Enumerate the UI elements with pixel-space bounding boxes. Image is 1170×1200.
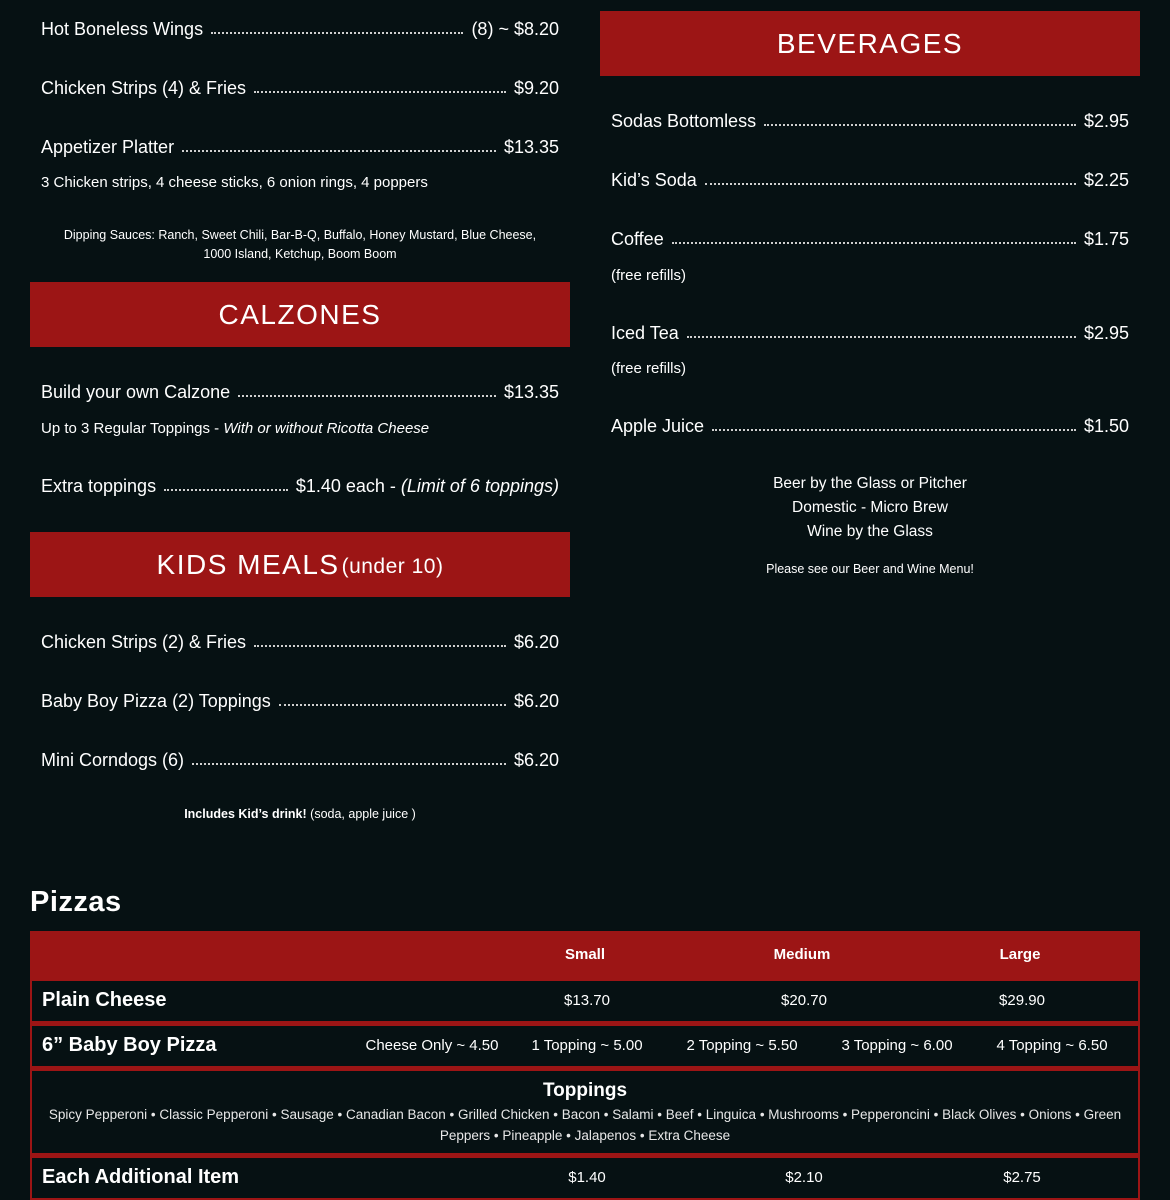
iced-tea-refill-note: (free refills)	[611, 360, 687, 377]
price-small: $13.70	[564, 992, 610, 1009]
item-name: Build your own Calzone	[41, 382, 231, 402]
item-price: $13.35	[503, 137, 559, 157]
section-title-sub: (under 10)	[341, 554, 444, 578]
see-beer-wine-menu: Please see our Beer and Wine Menu!	[766, 562, 974, 576]
kids-meals-banner	[30, 532, 570, 597]
row-label: 6” Baby Boy Pizza	[42, 1034, 217, 1056]
item-name: Chicken Strips (2) & Fries	[41, 632, 247, 652]
dot-leader	[192, 763, 506, 765]
beverages-banner	[600, 11, 1140, 76]
header-medium: Medium	[773, 946, 831, 963]
item-name: Baby Boy Pizza (2) Toppings	[41, 691, 271, 711]
dot-leader	[238, 395, 496, 397]
calzone-desc-italic: With or without Ricotta Cheese	[223, 420, 430, 437]
baby-boy-option: 1 Topping ~ 5.00	[531, 1037, 643, 1054]
dot-leader	[164, 489, 288, 491]
kids-note-rest: (soda, apple juice )	[306, 807, 416, 821]
menu-item-chicken-strips-4	[41, 77, 559, 99]
item-price: $9.20	[513, 78, 559, 98]
item-name: Sodas Bottomless	[611, 111, 757, 131]
calzones-banner	[30, 282, 570, 347]
dot-leader	[712, 429, 1076, 431]
menu-item-sodas	[611, 110, 1129, 132]
toppings-row	[30, 1068, 1140, 1155]
price-large: $29.90	[999, 992, 1045, 1009]
baby-boy-option: 4 Topping ~ 6.50	[996, 1037, 1108, 1054]
price-medium: $2.10	[785, 1169, 823, 1186]
section-title: CALZONES	[218, 298, 382, 330]
extra-price-plain: $1.40 each -	[295, 476, 401, 496]
pizzas-heading: Pizzas	[30, 886, 122, 918]
item-price	[296, 475, 559, 497]
item-name: Extra toppings	[41, 476, 157, 496]
table-header-row	[30, 931, 1140, 981]
section-title: BEVERAGES	[776, 27, 964, 59]
item-name: Iced Tea	[611, 323, 679, 343]
menu-item-hot-boneless-wings	[41, 18, 559, 40]
header-small: Small	[564, 946, 606, 963]
extra-price-italic: (Limit of 6 toppings)	[400, 476, 559, 496]
table-row-additional-item	[30, 1155, 1140, 1200]
menu-item-appetizer-platter	[41, 136, 559, 158]
row-label: Plain Cheese	[42, 989, 167, 1011]
beer-wine-block	[611, 472, 1129, 544]
item-name: Kid’s Soda	[611, 170, 697, 190]
menu-item-mini-corndogs	[41, 749, 559, 771]
price-small: $1.40	[568, 1169, 606, 1186]
item-price: $6.20	[513, 691, 559, 711]
dot-leader	[254, 645, 506, 647]
menu-item-baby-boy-pizza	[41, 690, 559, 712]
item-price: $1.75	[1083, 229, 1129, 249]
item-price: $2.95	[1083, 111, 1129, 131]
dot-leader	[182, 150, 496, 152]
header-large: Large	[999, 946, 1041, 963]
item-name: Appetizer Platter	[41, 137, 175, 157]
item-price: $2.95	[1083, 323, 1129, 343]
item-name: Chicken Strips (4) & Fries	[41, 78, 247, 98]
kids-drink-note	[41, 805, 559, 824]
calzone-desc-plain: Up to 3 Regular Toppings -	[41, 420, 224, 437]
beer-line: Domestic - Micro Brew	[792, 499, 948, 516]
menu-item-coffee	[611, 228, 1129, 250]
item-price: (8) ~ $8.20	[471, 19, 559, 39]
pizza-price-table	[30, 931, 1140, 1200]
menu-item-extra-toppings	[41, 475, 559, 497]
item-name: Coffee	[611, 229, 664, 249]
table-row-plain-cheese	[30, 981, 1140, 1023]
dot-leader	[254, 91, 506, 93]
price-medium: $20.70	[781, 992, 827, 1009]
beer-line: Wine by the Glass	[807, 523, 933, 540]
baby-boy-option: 2 Topping ~ 5.50	[686, 1037, 798, 1054]
dot-leader	[672, 242, 1076, 244]
coffee-refill-note: (free refills)	[611, 267, 687, 284]
menu-item-kids-chicken-strips	[41, 631, 559, 653]
item-name: Apple Juice	[611, 416, 705, 436]
menu-item-iced-tea	[611, 322, 1129, 344]
calzone-description	[41, 419, 559, 439]
dot-leader	[279, 704, 506, 706]
toppings-title: Toppings	[542, 1080, 628, 1101]
baby-boy-option: Cheese Only ~ 4.50	[365, 1037, 499, 1054]
row-label: Each Additional Item	[42, 1166, 240, 1188]
item-price: $2.25	[1083, 170, 1129, 190]
dot-leader	[764, 124, 1076, 126]
item-price: $1.50	[1083, 416, 1129, 436]
dot-leader	[705, 183, 1076, 185]
kids-note-bold: Includes Kid’s drink!	[184, 807, 307, 821]
platter-description: 3 Chicken strips, 4 cheese sticks, 6 onion rings, 4 poppers	[41, 174, 428, 191]
section-title: KIDS MEALS	[156, 548, 340, 580]
beer-line: Beer by the Glass or Pitcher	[773, 475, 967, 492]
item-price: $13.35	[503, 382, 559, 402]
dot-leader	[687, 336, 1076, 338]
dipping-sauces-note: Dipping Sauces: Ranch, Sweet Chili, Bar-B-Q, Buffalo, Honey Mustard, Blue Cheese, 1000 Island, Ketchup, Boom Boom	[63, 228, 537, 261]
item-name: Mini Corndogs (6)	[41, 750, 185, 770]
table-row-baby-boy	[30, 1023, 1140, 1068]
dot-leader	[211, 32, 463, 34]
baby-boy-option: 3 Topping ~ 6.00	[841, 1037, 953, 1054]
item-price: $6.20	[513, 750, 559, 770]
price-large: $2.75	[1003, 1169, 1041, 1186]
item-name: Hot Boneless Wings	[41, 19, 204, 39]
menu-item-kids-soda	[611, 169, 1129, 191]
menu-item-apple-juice	[611, 415, 1129, 437]
item-price: $6.20	[513, 632, 559, 652]
menu-item-build-calzone	[41, 381, 559, 403]
toppings-list: Spicy Pepperoni • Classic Pepperoni • Sausage • Canadian Bacon • Grilled Chicken • Bacon • Salami • Beef • Linguica • Mushrooms • Pepperoncini • Black Olives • Onions • Green Peppers • Pineapple • Jalapenos • Extra Cheese	[48, 1107, 1122, 1143]
